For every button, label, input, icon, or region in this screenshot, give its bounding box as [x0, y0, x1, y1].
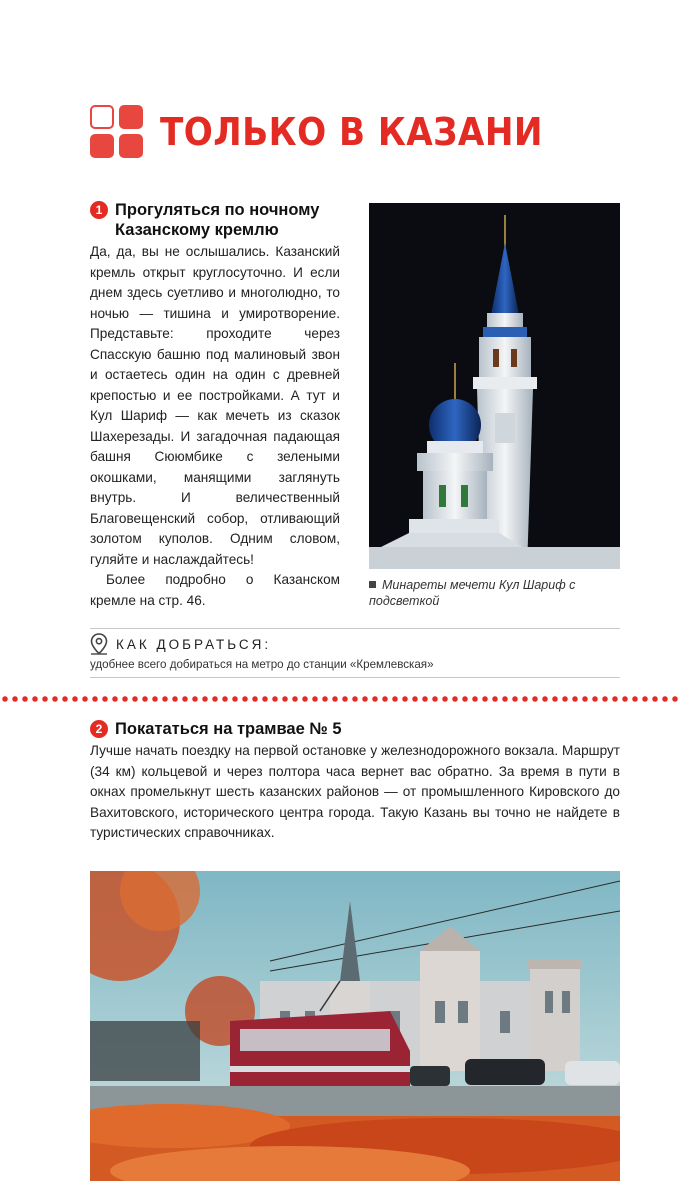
section-1-paragraph: Да, да, вы не ослышались. Казанский кремль открыт круглосуточно. И если днем здесь суетливо и многолюдно, то ночью — тишина и умиротворение. Представьте: проходите через Спасскую башню под малиновый звон и остаетесь один на один с древней крепостью и ее постройками. А тут и Кул Шариф — как мечеть из сказок Шахерезады. И загадочная падающая башня Сююмбике с зелеными окошками, манящими заглянуть внутрь. И величественный Благовещенский собор, отливающий золотом куполов. Одним словом, гуляйте и наслаждайтесь! [90, 244, 340, 567]
how-to-get-label: КАК ДОБРАТЬСЯ: [116, 636, 272, 652]
section-1-number-badge: 1 [90, 201, 108, 219]
section-2-title: Покататься на трамвае № 5 [115, 720, 342, 738]
location-pin-icon [90, 633, 108, 655]
kul-sharif-minarets-photo [369, 203, 620, 569]
how-to-get-text: удобнее всего добираться на метро до станции «Кремлевская» [90, 658, 434, 671]
grid-logo-icon [90, 105, 144, 159]
section-1-reference: Более подробно о Казанском кремле на стр. 46. [90, 572, 340, 608]
section-1-heading [90, 200, 340, 240]
section-2-number-badge: 2 [90, 720, 108, 738]
section-header [90, 103, 586, 161]
caption-bullet-icon [369, 581, 376, 588]
section-1-text [90, 200, 340, 611]
page-title: ТОЛЬКО В КАЗАНИ [160, 110, 543, 154]
section-2-text [90, 719, 620, 844]
section-2-paragraph: Лучше начать поездку на первой остановке у железнодорожного вокзала. Маршрут (34 км) кольцевой и через полтора часа вернет вас обратно. За время в пути в окнах промелькнут шесть казанских районов — от промышленного Кировского до Вахитовского, исторического центра города. Такую Казань вы точно не найдете в туристических справочниках. [90, 743, 620, 840]
how-to-get-box [90, 628, 620, 678]
section-2-heading [90, 719, 620, 739]
tram-autumn-photo [90, 871, 620, 1181]
dotted-divider [0, 695, 679, 703]
section-1-title: Прогуляться по ночному Казанскому кремлю [115, 201, 320, 239]
photo-caption: Минареты мечети Кул Шариф с подсветкой [369, 578, 576, 608]
